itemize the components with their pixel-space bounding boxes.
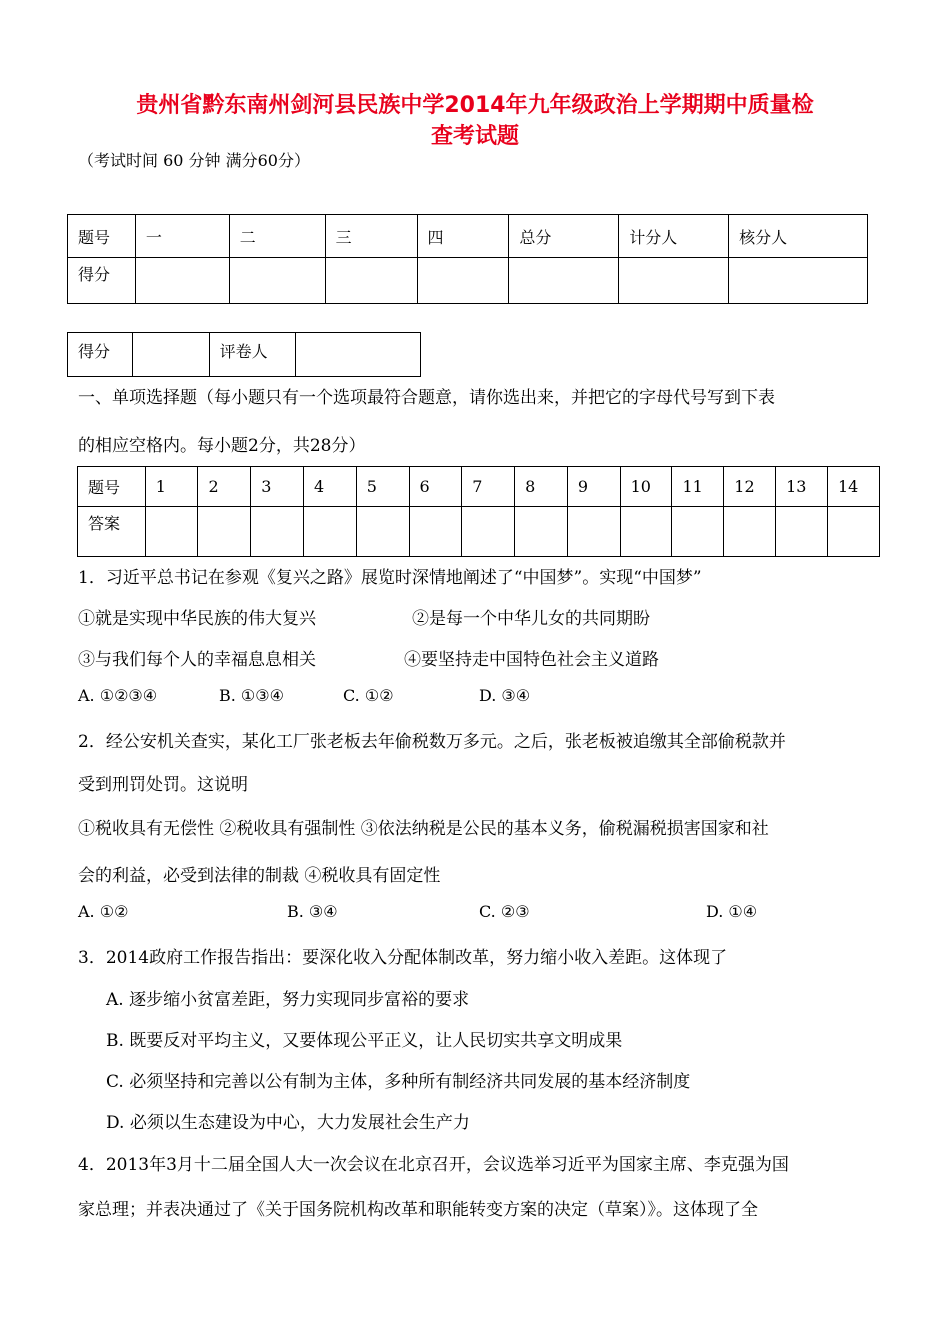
q2-statements-line2: 会的利益，必受到法律的制裁 ④税收具有固定性: [78, 866, 441, 886]
question-number: 5: [356, 467, 409, 507]
score-header-cell: 四: [417, 215, 509, 258]
answer-row-label: 答案: [78, 507, 146, 557]
score-cell[interactable]: [135, 258, 229, 304]
answer-cell[interactable]: [672, 507, 724, 557]
score-header-cell: 核分人: [729, 215, 868, 258]
grader-score-cell[interactable]: [132, 333, 209, 377]
score-header-cell: 二: [229, 215, 325, 258]
exam-title-line2: 查考试题: [430, 124, 519, 149]
answer-cell[interactable]: [462, 507, 515, 557]
exam-info: （考试时间 60 分钟 满分60分）: [78, 151, 310, 170]
score-cell[interactable]: [729, 258, 868, 304]
q2-option-c[interactable]: C. ②③: [479, 902, 530, 921]
answer-row-label: 题号: [78, 467, 146, 507]
q1-option-a[interactable]: A. ①②③④: [78, 686, 158, 705]
score-cell[interactable]: [509, 258, 619, 304]
score-header-cell: 计分人: [619, 215, 729, 258]
answer-cell[interactable]: [515, 507, 568, 557]
q2-statements-line1: ①税收具有无偿性 ②税收具有强制性 ③依法纳税是公民的基本义务，偷税漏税损害国家和社: [78, 819, 769, 839]
q1-option-c[interactable]: C. ①②: [343, 686, 394, 705]
q2-option-b[interactable]: B. ③④: [287, 902, 338, 921]
q1-option-b[interactable]: B. ①③④: [219, 686, 284, 705]
question-number: 4: [304, 467, 357, 507]
question-number: 10: [620, 467, 672, 507]
score-cell[interactable]: [417, 258, 509, 304]
q1-statement: ①就是实现中华民族的伟大复兴: [78, 609, 316, 629]
answer-cell[interactable]: [724, 507, 776, 557]
grader-name-cell[interactable]: [296, 333, 421, 377]
q1-option-d[interactable]: D. ③④: [479, 686, 531, 705]
score-row-label: 得分: [68, 258, 136, 304]
grader-table: [67, 332, 421, 377]
question-number: 8: [515, 467, 568, 507]
answer-cell[interactable]: [145, 507, 198, 557]
score-header-cell: 一: [135, 215, 229, 258]
answer-cell[interactable]: [827, 507, 879, 557]
q3-option-d[interactable]: D. 必须以生态建设为中心，大力发展社会生产力: [106, 1113, 470, 1133]
answer-cell[interactable]: [409, 507, 462, 557]
score-header-cell: 三: [325, 215, 417, 258]
answer-cell[interactable]: [620, 507, 672, 557]
answer-cell[interactable]: [356, 507, 409, 557]
question-number: 9: [567, 467, 620, 507]
q1-statement: ②是每一个中华儿女的共同期盼: [412, 609, 650, 629]
q3-option-c[interactable]: C. 必须坚持和完善以公有制为主体，多种所有制经济共同发展的基本经济制度: [106, 1072, 691, 1092]
score-cell[interactable]: [619, 258, 729, 304]
q2-stem-line2: 受到刑罚处罚。这说明: [78, 775, 248, 795]
q1-statement: ③与我们每个人的幸福息息相关: [78, 650, 316, 670]
q4-stem-line1: 4．2013年3月十二届全国人大一次会议在北京召开，会议选举习近平为国家主席、李克强为国: [78, 1155, 789, 1175]
score-cell[interactable]: [229, 258, 325, 304]
q3-stem: 3．2014政府工作报告指出：要深化收入分配体制改革，努力缩小收入差距。这体现了: [78, 948, 728, 968]
question-number: 1: [145, 467, 198, 507]
q1-stem: 1．习近平总书记在参观《复兴之路》展览时深情地阐述了“中国梦”。实现“中国梦”: [78, 568, 702, 588]
question-number: 11: [672, 467, 724, 507]
question-number: 14: [827, 467, 879, 507]
q1-statement: ④要坚持走中国特色社会主义道路: [404, 650, 659, 670]
score-table: [67, 214, 868, 304]
q4-stem-line2: 家总理；并表决通过了《关于国务院机构改革和职能转变方案的决定（草案）》。这体现了全: [78, 1200, 758, 1220]
q3-option-a[interactable]: A. 逐步缩小贫富差距，努力实现同步富裕的要求: [106, 990, 470, 1010]
q2-option-d[interactable]: D. ①④: [706, 902, 758, 921]
answer-cell[interactable]: [567, 507, 620, 557]
q3-option-b[interactable]: B. 既要反对平均主义，又要体现公平正义，让人民切实共享文明成果: [106, 1031, 623, 1051]
score-header-cell: 题号: [68, 215, 136, 258]
question-number: 6: [409, 467, 462, 507]
grader-score-label: 得分: [68, 333, 133, 377]
question-number: 3: [251, 467, 304, 507]
section1-heading-line1: 一、单项选择题（每小题只有一个选项最符合题意，请你选出来，并把它的字母代号写到下表: [78, 388, 775, 408]
question-number: 12: [724, 467, 776, 507]
question-number: 13: [776, 467, 828, 507]
section1-heading-line2: 的相应空格内。每小题2分，共28分）: [78, 436, 366, 456]
question-number: 7: [462, 467, 515, 507]
q2-stem-line1: 2．经公安机关查实，某化工厂张老板去年偷税数万多元。之后，张老板被追缴其全部偷税款并: [78, 732, 786, 752]
exam-title-line1: 贵州省黔东南州剑河县民族中学2014年九年级政治上学期期中质量检: [136, 93, 814, 118]
score-header-cell: 总分: [509, 215, 619, 258]
answer-cell[interactable]: [304, 507, 357, 557]
grader-label: 评卷人: [209, 333, 296, 377]
question-number: 2: [198, 467, 251, 507]
q2-option-a[interactable]: A. ①②: [78, 902, 129, 921]
answer-cell[interactable]: [198, 507, 251, 557]
score-cell[interactable]: [325, 258, 417, 304]
answer-cell[interactable]: [251, 507, 304, 557]
answer-table: [77, 466, 880, 557]
answer-cell[interactable]: [776, 507, 828, 557]
